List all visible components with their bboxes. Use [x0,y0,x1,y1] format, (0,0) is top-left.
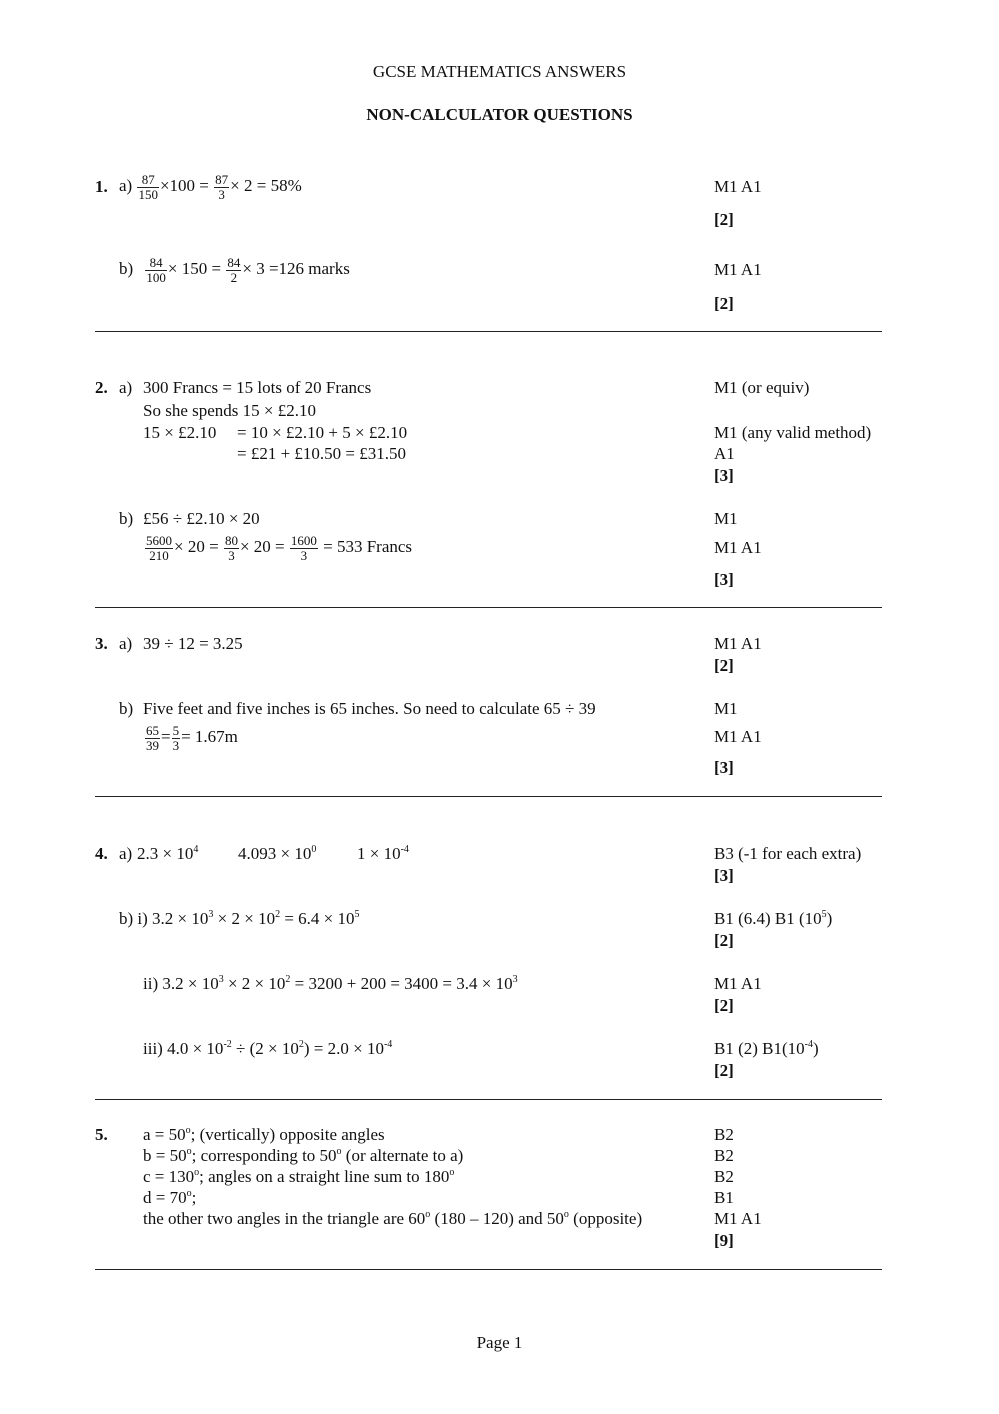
working-line: = 10 × £2.10 + 5 × £2.10 [237,423,408,442]
divider [95,1099,882,1100]
fraction: $\frac{87}{3}$ [215,171,229,202]
fraction: $\frac{87}{150}$ [138,171,158,202]
part-label: b) i) [119,909,148,928]
question-number: 1. [95,177,108,196]
mark-scheme: M1 (or equiv) [714,378,810,397]
question-number: 3. [95,634,108,653]
part-label: a) [119,176,133,195]
fraction: $\frac{65}{39}$ [146,722,159,753]
marks-total: [3] [714,466,734,485]
working-line: Five feet and five inches is 65 inches. So need to calculate 65 ÷ 39 [143,699,596,718]
expression: × 150 = [167,259,222,278]
working-line: $c = 130^o$; angles on a straight line sum to 180$^o$ [143,1167,455,1186]
working-line: $a = 50^o$; (vertically) opposite angles [143,1125,385,1144]
marks-total: [2] [714,1061,734,1080]
q2b-working [144,527,412,567]
marks-total: [3] [714,758,734,777]
mark-scheme: M1 A1 [714,538,762,557]
fraction: $\frac{1600}{3}$ [290,532,317,563]
q1a-working [119,166,302,206]
fraction: $\frac{5}{3}$ [172,722,180,753]
expression: × 20 = [174,537,219,556]
expression: = 1.67m [181,727,238,746]
mark-scheme: M1 A1 [714,177,762,196]
mark-scheme: M1 A1 [714,260,762,279]
working-line: 15 × £2.10 [143,423,217,442]
fraction: $\frac{80}{3}$ [224,532,238,563]
part-label: b) [119,259,134,278]
part-label: iii) [143,1039,163,1058]
working-line: $b = 50^o$; corresponding to 50$^o$ (or alternate to a) [143,1146,464,1165]
marks-total: [2] [714,996,734,1015]
working-line: 300 Francs = 15 lots of 20 Francs [143,378,372,397]
expression: = [161,727,171,746]
q1b-working [119,249,350,289]
question-number: 4. [95,844,108,863]
divider [95,1269,882,1270]
mark-scheme: M1 [714,509,738,528]
mark-scheme: M1 A1 [714,1209,762,1228]
marks-total: [2] [714,656,734,675]
mark-scheme: B1 (2) $B1(10^{-4})$ [714,1039,819,1058]
mark-scheme: M1 A1 [714,634,762,653]
expression: × 20 = [239,537,285,556]
page-number: Page 1 [476,1333,523,1352]
standard-form-value: $1 \times 10^{-4}$ [357,844,409,863]
mark-scheme: B2 [714,1125,734,1144]
part-label: b) [119,699,134,718]
document-title: GCSE MATHEMATICS ANSWERS [372,62,627,81]
marks-total: [2] [714,294,734,313]
fraction: $\frac{5600}{210}$ [146,532,172,563]
q3b-working [144,717,238,757]
divider [95,331,882,332]
standard-form-value: $2.3 \times 10^4$ [137,844,199,863]
mark-scheme: B1 [714,1188,734,1207]
expression: ×100 = [159,176,209,195]
working-line: $d = 70^o$; [143,1188,197,1207]
expression: × 2 = 58% [230,176,302,195]
marks-total: [9] [714,1231,734,1250]
mark-scheme: B2 [714,1146,734,1165]
divider [95,607,882,608]
standard-form-value: $4.093 \times 10^0$ [238,844,317,863]
divider [95,796,882,797]
part-label: a) [119,844,133,863]
marks-total: [2] [714,210,734,229]
marks-total: [3] [714,866,734,885]
q4bii-working: ii) $3.2 \times 10^3 \times 2 \times 10^2 = 3200 + 200 = 3400 = 3.4 \times 10^3$ [143,974,518,993]
section-title: NON-CALCULATOR QUESTIONS [366,105,633,124]
fraction: $\frac{84}{2}$ [227,254,241,285]
part-label: a) [119,634,133,653]
working-line: 39 ÷ 12 = 3.25 [143,634,243,653]
marks-total: [3] [714,570,734,589]
part-label: b) [119,509,134,528]
working-line: £56 ÷ £2.10 × 20 [143,509,260,528]
expression: = 533 Francs [323,537,413,556]
question-number: 2. [95,378,108,397]
mark-scheme: B1 (6.4) B1 $(10^5)$ [714,909,833,928]
part-label: a) [119,378,133,397]
mark-scheme: M1 [714,699,738,718]
mark-scheme: B2 [714,1167,734,1186]
q4biii-working: iii) $4.0 \times 10^{-2} \div (2 \times 10^2) = 2.0 \times 10^{-4}$ [143,1039,393,1058]
expression: × 3 =126 marks [242,259,350,278]
mark-scheme: M1 (any valid method) [714,423,872,442]
question-number: 5. [95,1125,108,1144]
working-line: So she spends 15 × £2.10 [143,401,316,420]
marks-total: [2] [714,931,734,950]
part-label: ii) [143,974,159,993]
working-line: the other two angles in the triangle are 60$^o$ (180 – 120) and 50$^o$ (opposite) [143,1209,643,1228]
mark-scheme: B3 (-1 for each extra) [714,844,862,863]
mark-scheme: M1 A1 [714,974,762,993]
mark-scheme: A1 [714,444,735,463]
working-line: = £21 + £10.50 = £31.50 [237,444,407,463]
fraction: $\frac{84}{100}$ [146,254,166,285]
mark-scheme: M1 A1 [714,727,762,746]
q4bi-working: b) i) $3.2 \times 10^3 \times 2 \times 10^2 = 6.4 \times 10^5$ [119,909,360,928]
